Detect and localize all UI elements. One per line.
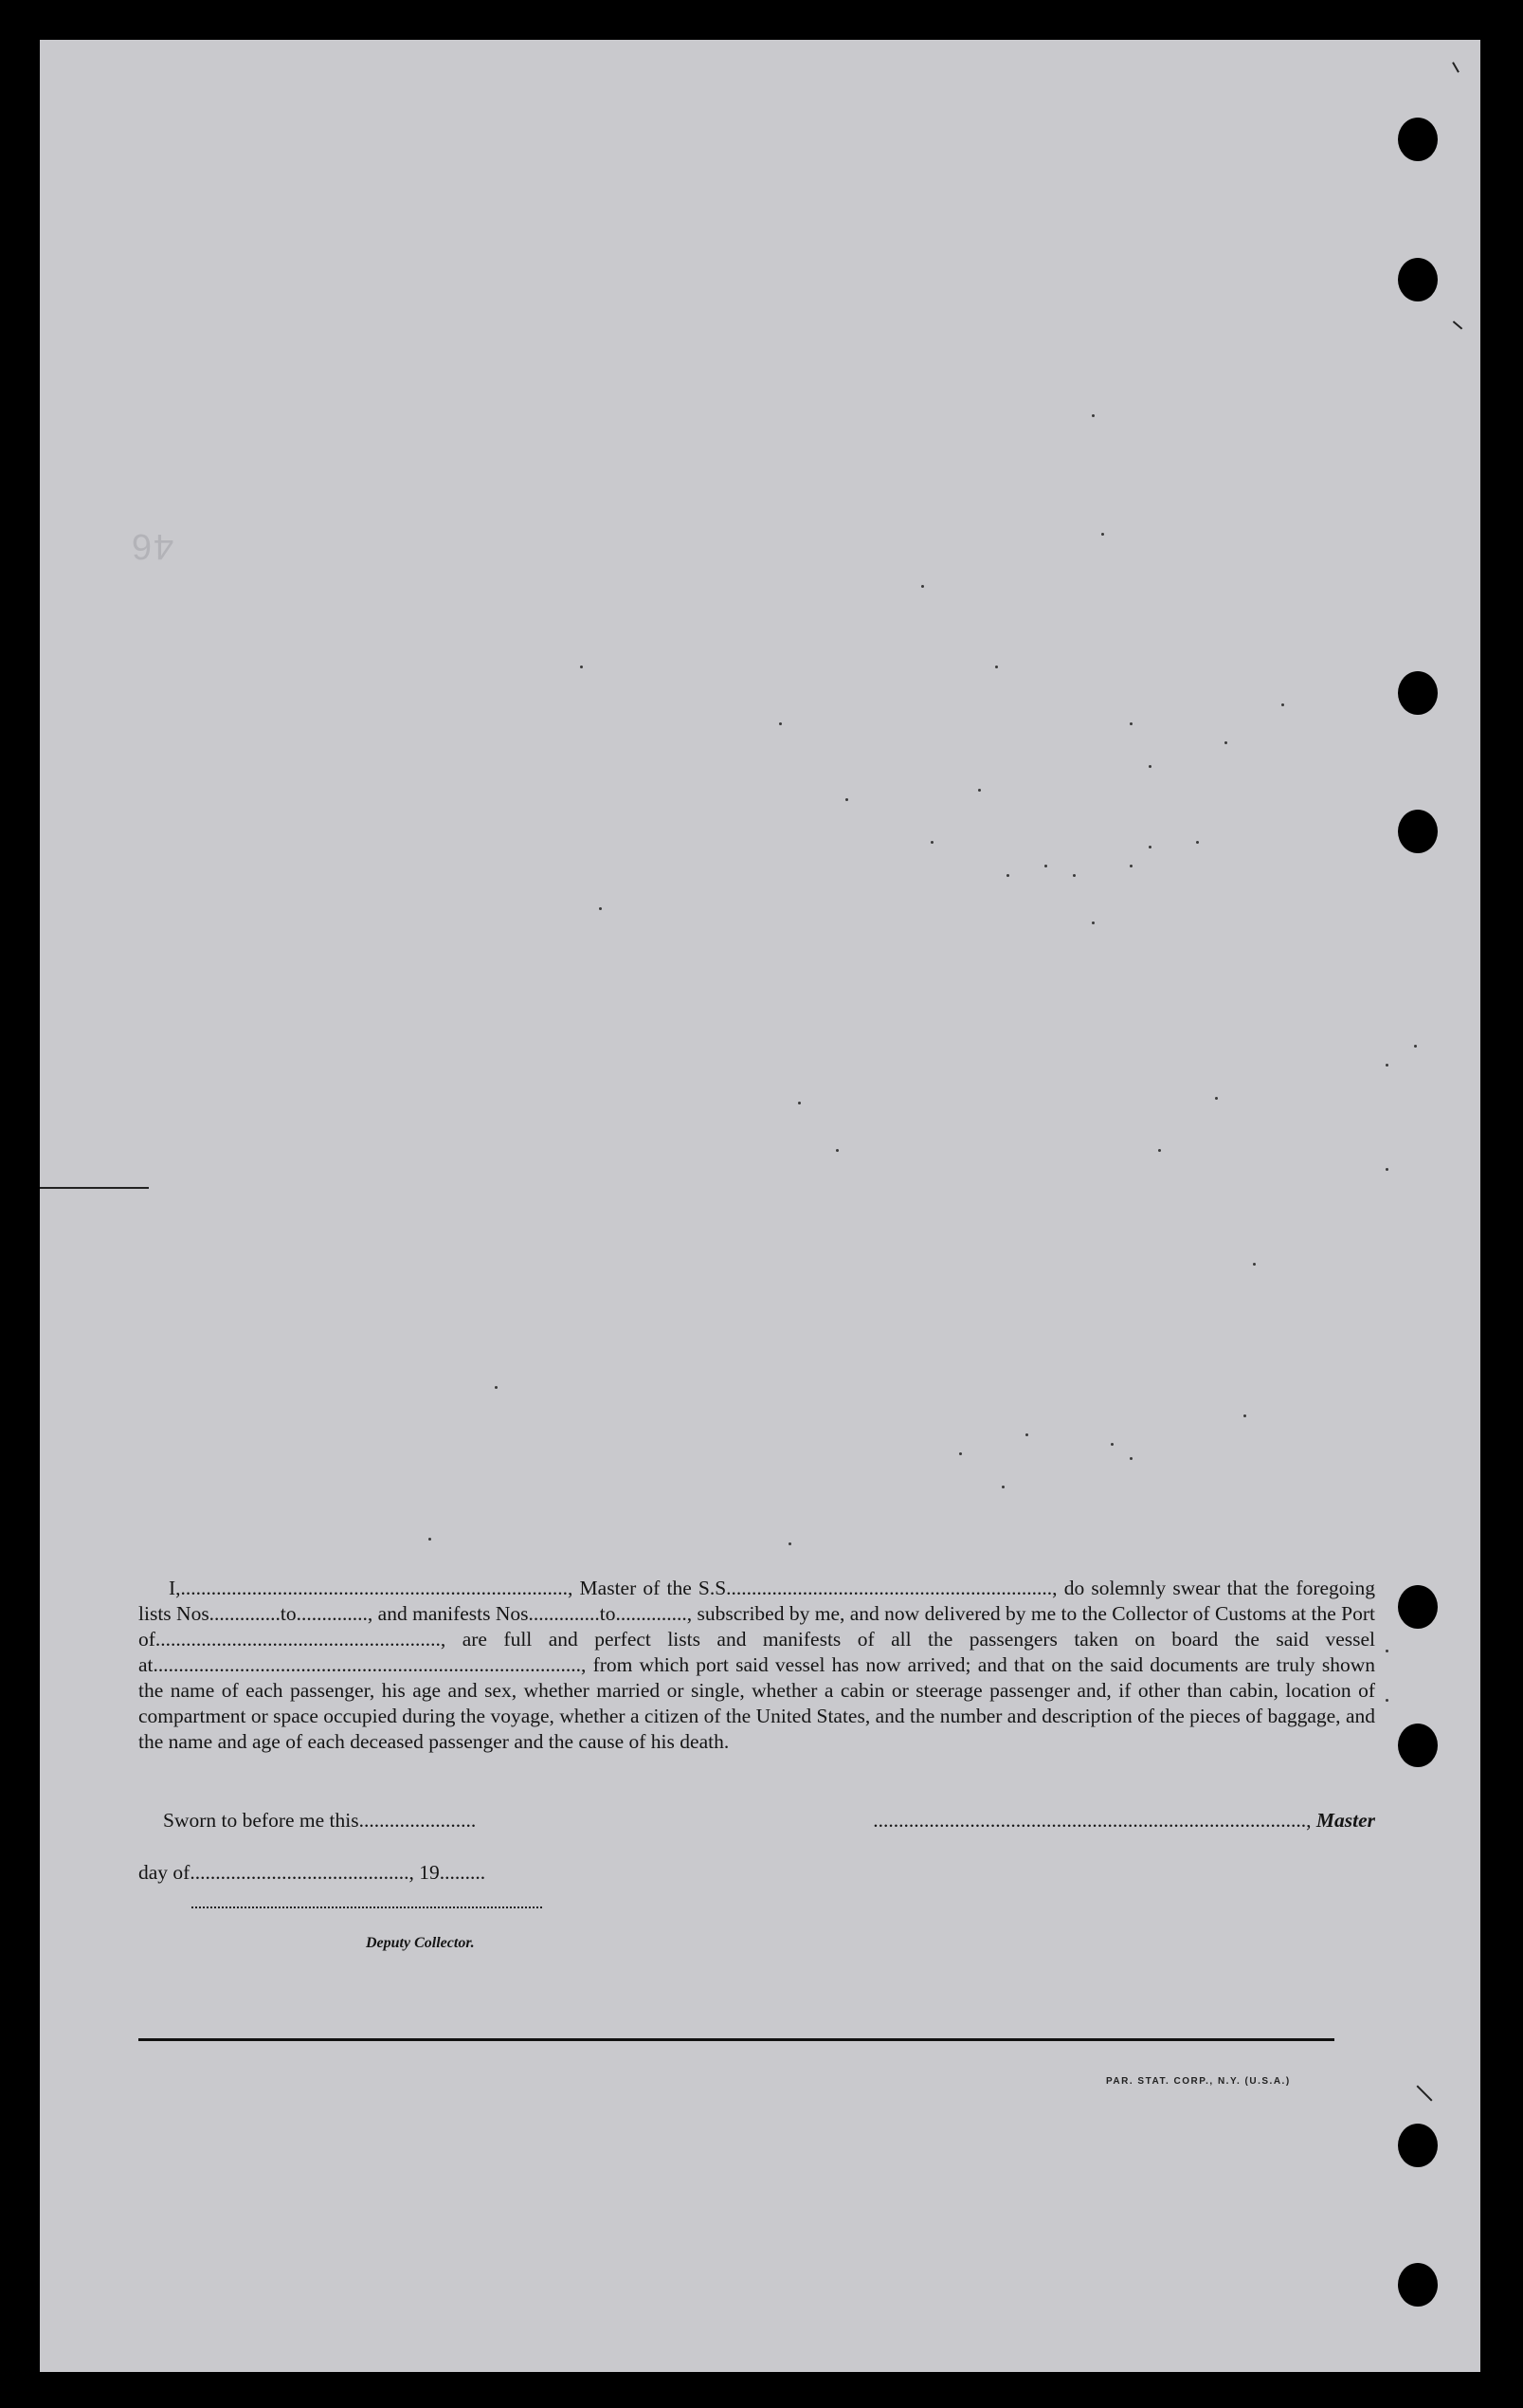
- day-of-line: day of..........................................., 19.........: [138, 1861, 486, 1884]
- scan-speck: [995, 666, 998, 668]
- scan-speck: [1253, 1263, 1256, 1266]
- scan-speck: [1130, 865, 1133, 867]
- document-page: [40, 40, 1480, 2372]
- master-oath-paragraph: [138, 1576, 1375, 1755]
- scan-speck: [1092, 414, 1095, 417]
- binder-hole: [1398, 118, 1438, 161]
- bottom-rule: [138, 2038, 1334, 2041]
- signature-block: [138, 1809, 1375, 1998]
- scan-speck: [1281, 703, 1284, 706]
- scan-speck: [1243, 1414, 1246, 1417]
- scan-speck: [1158, 1149, 1161, 1152]
- printer-imprint: PAR. STAT. CORP., N.Y. (U.S.A.): [1106, 2076, 1291, 2087]
- scan-speck: [1073, 874, 1076, 877]
- scan-speck: [1044, 865, 1047, 867]
- scan-speck: [1386, 1064, 1388, 1067]
- scan-speck: [1002, 1486, 1005, 1488]
- scan-scratch: [1452, 62, 1460, 72]
- deputy-collector-label: Deputy Collector.: [366, 1935, 475, 1951]
- binder-hole: [1398, 671, 1438, 715]
- binder-hole: [1398, 1585, 1438, 1629]
- scan-speck: [1414, 1045, 1417, 1048]
- deputy-collector-signature-line: [191, 1906, 542, 1908]
- faint-bleed-through-number: 46: [130, 526, 174, 566]
- scan-speck: [1006, 874, 1009, 877]
- scan-speck: [1092, 921, 1095, 924]
- scan-speck: [1215, 1097, 1218, 1100]
- scan-speck: [1149, 846, 1151, 848]
- binder-hole: [1398, 2263, 1438, 2307]
- scan-scratch: [1417, 2086, 1433, 2102]
- scan-speck: [495, 1386, 498, 1389]
- scan-speck: [1130, 1457, 1133, 1460]
- master-signature-line: [873, 1809, 1375, 1833]
- master-signature-dots: .....................................................................................,: [873, 1809, 1316, 1832]
- scan-speck: [978, 789, 981, 792]
- binder-hole: [1398, 1724, 1438, 1767]
- scan-speck: [1149, 765, 1151, 768]
- scan-speck: [798, 1102, 801, 1104]
- sworn-before-line: Sworn to before me this.......................: [163, 1809, 477, 1832]
- scan-speck: [1386, 1168, 1388, 1171]
- scan-speck: [599, 907, 602, 910]
- scan-speck: [1386, 1699, 1388, 1702]
- binder-hole: [1398, 810, 1438, 853]
- binder-hole: [1398, 258, 1438, 301]
- scan-speck: [428, 1538, 431, 1541]
- scan-speck: [1386, 1650, 1388, 1652]
- scan-speck: [836, 1149, 839, 1152]
- scan-speck: [845, 798, 848, 801]
- scan-speck: [580, 666, 583, 668]
- master-label: Master: [1315, 1809, 1375, 1832]
- scan-speck: [789, 1542, 791, 1545]
- scan-speck: [779, 722, 782, 725]
- scan-speck: [959, 1452, 962, 1455]
- scan-scratch: [40, 1187, 149, 1189]
- scan-speck: [1224, 741, 1227, 744]
- oath-text: I,............................................................................, Master of the S.S................................................................, do solemnly swear that the foregoing lists Nos..............to.............., and manifests Nos..............to.............., subscribed by me, and now delivered by me to the Collector of Customs at the Port of........................................................, are full and perfect lists and manifests of all the passengers taken on board the said vessel at...................................................................................., from which port said vessel has now arrived; and that on the said documents are truly shown the name of each passenger, his age and sex, whether married or single, whether a cabin or steerage passenger and, if other than cabin, location of compartment or space occupied during the voyage, whether a citizen of the United States, and the number and description of the pieces of baggage, and the name and age of each deceased passenger and the cause of his death.: [138, 1577, 1375, 1753]
- scan-speck: [1196, 841, 1199, 844]
- scan-speck: [1101, 533, 1104, 536]
- scan-speck: [931, 841, 934, 844]
- binder-hole: [1398, 2124, 1438, 2167]
- scan-speck: [1130, 722, 1133, 725]
- scan-speck: [921, 585, 924, 588]
- scan-speck: [1025, 1433, 1028, 1436]
- scan-scratch: [1453, 320, 1462, 329]
- scan-speck: [1111, 1443, 1114, 1446]
